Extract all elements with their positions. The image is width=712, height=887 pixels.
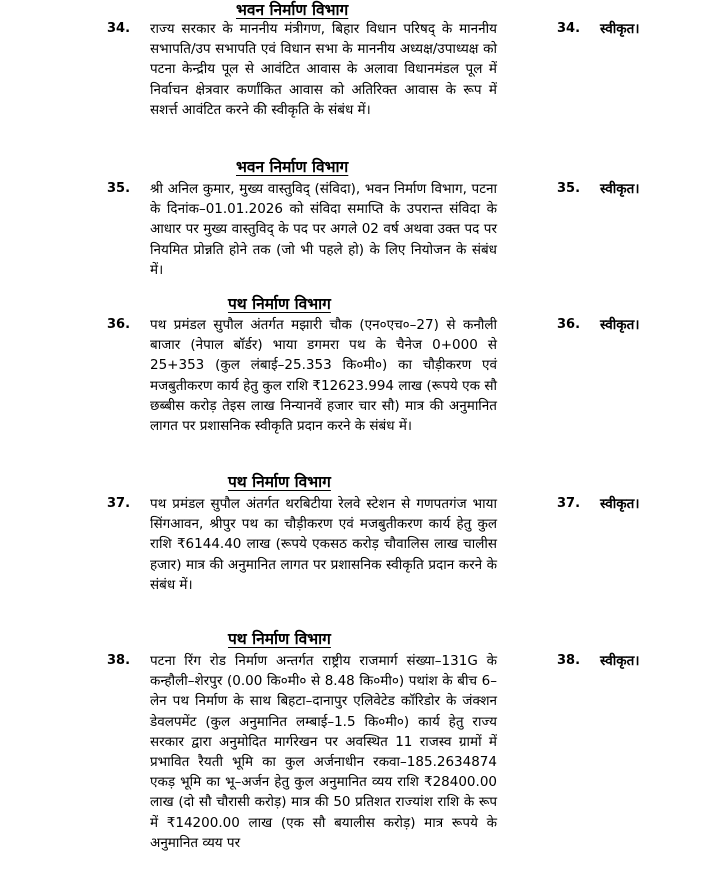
decision-number: 35. (557, 181, 581, 196)
item-description: राज्य सरकार के माननीय मंत्रीगण, बिहार विधान परिषद् के माननीय सभापति/उप सभापति एवं विधान सभा के माननीय अध्यक्ष/उपाध्यक्ष को पटना केन्द्रीय पूल से आवंटित आवास के अलावा विधानमंडल पूल में निर्वाचन क्षेत्रवार कर्णांकित आवास को अतिरिक्त आवास के रूप में सशर्त्त आवंटित करने की स्वीकृति के संबंध में। (150, 21, 497, 118)
department-heading: भवन निर्माण विभाग (236, 158, 349, 176)
decision-number: 37. (557, 496, 581, 511)
item-description: पथ प्रमंडल सुपौल अंतर्गत थरबिटीया रेलवे स्टेशन से गणपतगंज भाया सिंगआवन, श्रीपुर पथ का चौड़ीकरण एवं मजबुतीकरण कार्य हेतु कुल राशि ₹6144.40 लाख (रूपये एकसठ करोड़ चौवालिस लाख चालीस हजार) मात्र की अनुमानित लागत पर प्रशासनिक स्वीकृति प्रदान करने के संबंध में। (150, 496, 497, 593)
item-number: 35. (107, 181, 131, 196)
item-number: 37. (107, 496, 131, 511)
item-description: श्री अनिल कुमार, मुख्य वास्तुविद् (संविदा), भवन निर्माण विभाग, पटना के दिनांक–01.01.2026 को संविदा समाप्ति के उपरान्त संविदा के आधार पर मुख्य वास्तुविद् के पद पर अगले 02 वर्ष अथवा उक्त पद पर नियमित प्रोन्नति होने तक (जो भी पहले हो) के लिए नियोजन के संबंध में। (150, 181, 497, 278)
department-heading: पथ निर्माण विभाग (228, 295, 331, 313)
decision-number: 38. (557, 653, 581, 668)
decision-number: 36. (557, 317, 581, 332)
decision-status: स्वीकृत। (600, 653, 640, 669)
decision-status: स्वीकृत। (600, 496, 640, 512)
decision-status: स्वीकृत। (600, 21, 640, 37)
item-description: पथ प्रमंडल सुपौल अंतर्गत मझारी चौक (एन०एच०–27) से कनौली बाजार (नेपाल बॉर्डर) भाया डगमरा पथ के चैनेज 0+000 से 25+353 (कुल लंबाई–25.353 कि०मी०) का चौड़ीकरण एवं मजबुतीकरण कार्य हेतु कुल राशि ₹12623.994 लाख (रूपये एक सौ छब्बीस करोड़ तेइस लाख निन्यानवें हजार चार सौ) मात्र की अनुमानित लागत पर प्रशासनिक स्वीकृति प्रदान करने के संबंध में। (150, 317, 497, 435)
item-number: 38. (107, 653, 131, 668)
decision-status: स्वीकृत। (600, 181, 640, 197)
item-description: पटना रिंग रोड निर्माण अन्तर्गत राष्ट्रीय राजमार्ग संख्या–131G के कन्हौली–शेरपुर (0.00 कि०मी० से 8.48 कि०मी०) पथांश के बीच 6–लेन पथ निर्माण के साथ बिहटा–दानापुर एलिवेटेड कॉरिडोर के जंक्शन डेवलपमेंट (कुल अनुमानित लम्बाई–1.5 कि०मी०) कार्य हेतु राज्य सरकार द्वारा अनुमोदित मार्गरेखन पर अवस्थित 11 राजस्व ग्रामों में प्रभावित रैयती भूमि का कुल अर्जनाधीन रकवा–185.2634874 एकड़ भूमि का भू–अर्जन हेतु कुल अनुमानित व्यय राशि ₹28400.00 लाख (दो सौ चौरासी करोड़) मात्र की 50 प्रतिशत राज्यांश राशि के रूप में ₹14200.00 लाख (एक सौ बयालीस करोड़) मात्र रूपये के अनुमानित व्यय पर (150, 653, 497, 851)
item-number: 36. (107, 317, 131, 332)
decision-number: 34. (557, 21, 581, 36)
department-heading: पथ निर्माण विभाग (228, 473, 331, 491)
department-heading: भवन निर्माण विभाग (236, 1, 349, 19)
item-number: 34. (107, 21, 131, 36)
department-heading: पथ निर्माण विभाग (228, 630, 331, 648)
decision-status: स्वीकृत। (600, 317, 640, 333)
